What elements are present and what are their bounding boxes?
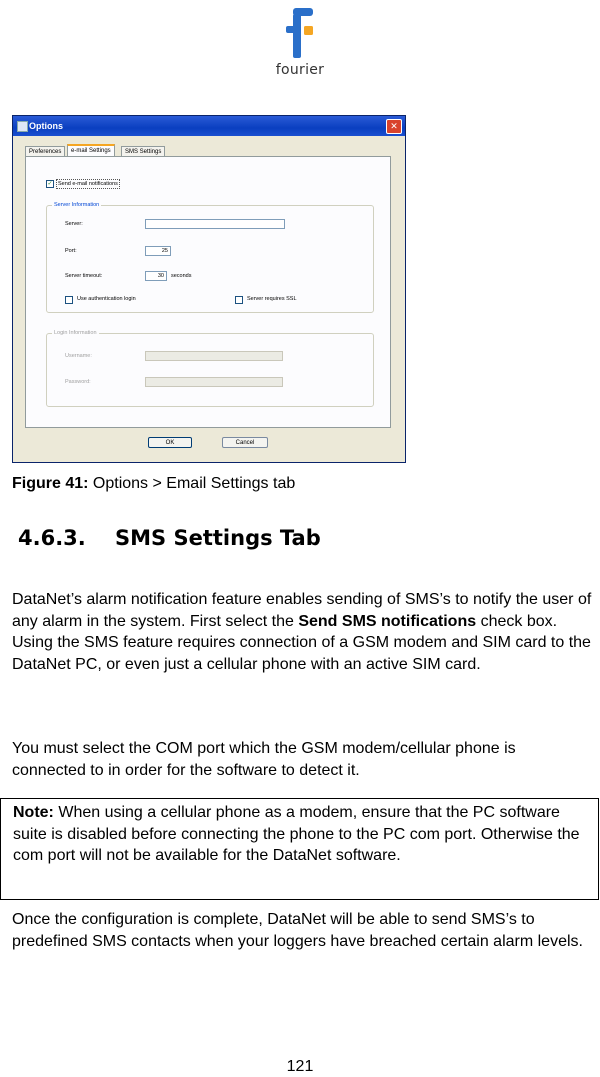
para1-bold: Send SMS notifications bbox=[298, 612, 477, 630]
timeout-input[interactable]: 30 bbox=[145, 271, 167, 281]
username-input[interactable] bbox=[145, 351, 283, 361]
cancel-button[interactable]: Cancel bbox=[222, 437, 268, 448]
ssl-label: Server requires SSL bbox=[247, 296, 297, 302]
password-input[interactable] bbox=[145, 377, 283, 387]
ssl-checkbox[interactable] bbox=[235, 296, 243, 304]
send-email-label: Send e-mail notifications bbox=[58, 181, 118, 187]
close-icon: ✕ bbox=[390, 121, 398, 131]
note-box bbox=[0, 798, 599, 900]
caption-label: Figure 41: bbox=[12, 475, 89, 492]
logo-text: fourier bbox=[275, 62, 325, 78]
login-info-group bbox=[46, 330, 374, 407]
send-email-checkbox[interactable]: ✓ bbox=[47, 181, 53, 187]
server-info-group bbox=[46, 202, 374, 313]
port-input[interactable]: 25 bbox=[145, 246, 171, 256]
auth-label: Use authentication login bbox=[77, 296, 136, 302]
fourier-f-icon bbox=[262, 4, 338, 62]
tab-sms-settings[interactable]: SMS Settings bbox=[121, 146, 165, 157]
login-info-legend: Login Information bbox=[54, 330, 97, 336]
paragraph-com-port: You must select the COM port which the GSM modem/cellular phone is connected to in order for the software to detect it. bbox=[12, 740, 516, 779]
server-label: Server: bbox=[65, 221, 83, 227]
figure-caption bbox=[12, 475, 295, 493]
username-label: Username: bbox=[65, 353, 92, 359]
server-info-legend: Server Information bbox=[54, 202, 100, 208]
para1-after: check box. Using the SMS feature requires connection of a GSM modem and SIM card to the DataNet PC, or even just a cellular phone with an active SIM card. bbox=[12, 612, 591, 673]
section-heading: 4.6.3. SMS Settings Tab bbox=[18, 526, 321, 550]
para1-before: DataNet’s alarm notification feature enables sending of SMS’s to notify the user of any alarm in the system. First select the bbox=[12, 591, 592, 630]
password-label: Password: bbox=[65, 379, 91, 385]
paragraph-conclusion: Once the configuration is complete, DataNet will be able to send SMS’s to predefined SMS contacts when your loggers have breached certain alarm levels. bbox=[12, 911, 583, 950]
options-dialog bbox=[12, 115, 406, 463]
note-label: Note: bbox=[13, 804, 54, 821]
close-button[interactable] bbox=[386, 119, 402, 134]
note-text: When using a cellular phone as a modem, ensure that the PC software suite is disabled before connecting the phone to the PC com port. Otherwise the com port will not be available for the DataNet software. bbox=[13, 804, 580, 864]
page-number: 121 bbox=[286, 1058, 314, 1075]
fourier-logo bbox=[262, 4, 338, 80]
tab-email-settings[interactable]: e-mail Settings bbox=[67, 144, 115, 158]
timeout-unit: seconds bbox=[171, 273, 192, 279]
caption-text: Options > Email Settings tab bbox=[88, 475, 296, 492]
dialog-title: Options bbox=[29, 121, 63, 131]
window-icon bbox=[17, 121, 28, 132]
paragraph-intro bbox=[12, 589, 592, 675]
email-settings-panel bbox=[25, 156, 391, 428]
port-label: Port: bbox=[65, 248, 77, 254]
timeout-label: Server timeout: bbox=[65, 273, 103, 279]
ok-button[interactable]: OK bbox=[148, 437, 192, 448]
tab-preferences[interactable]: Preferences bbox=[25, 146, 65, 157]
dialog-titlebar bbox=[13, 116, 405, 136]
auth-checkbox[interactable] bbox=[65, 296, 73, 304]
server-input[interactable] bbox=[145, 219, 285, 229]
